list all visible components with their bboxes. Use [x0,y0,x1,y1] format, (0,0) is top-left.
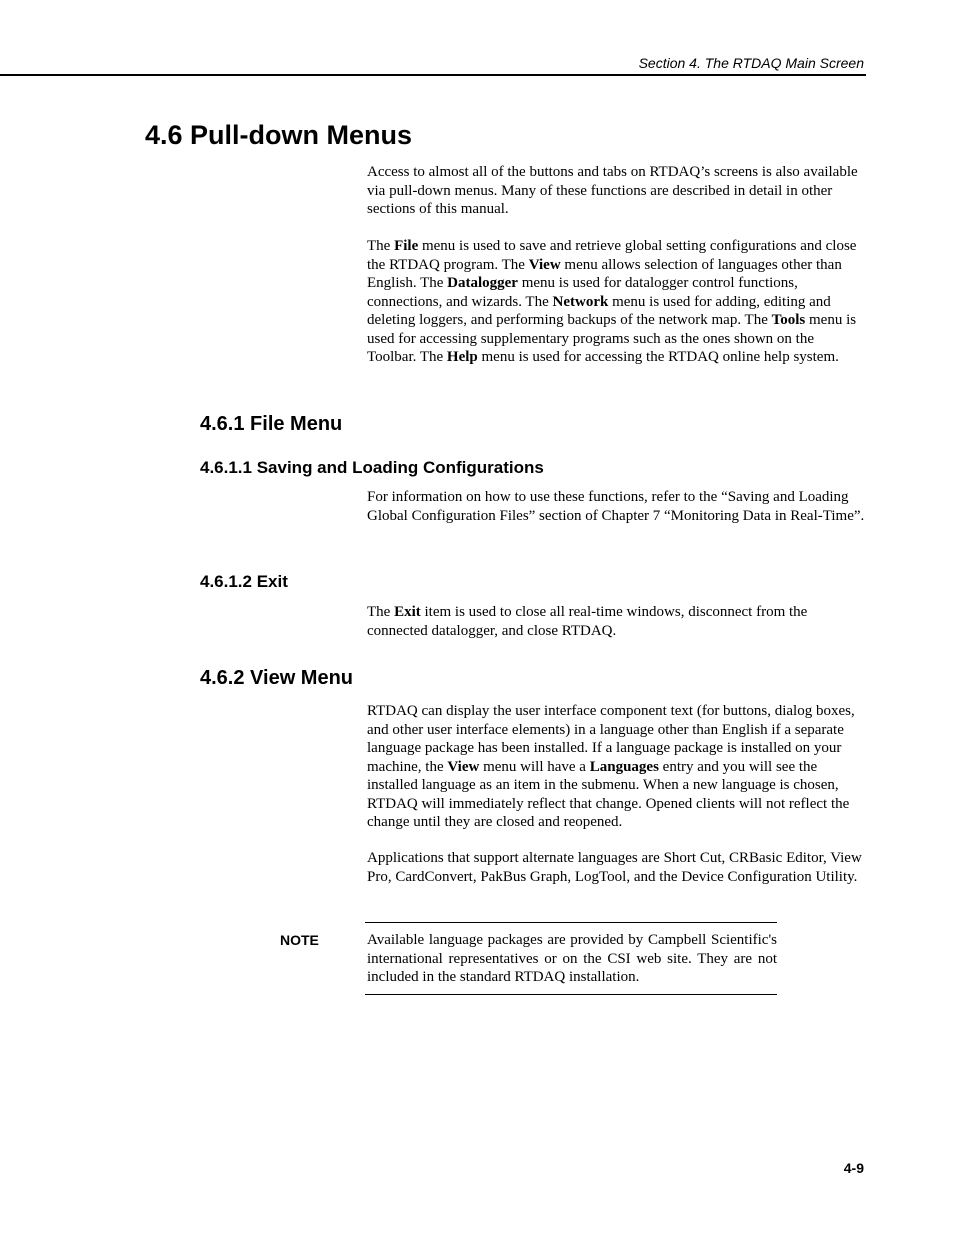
term-tools: Tools [771,312,806,328]
term-view: View [528,256,561,273]
view-menu-paragraph: RTDAQ can display the user interface component text (for buttons, dialog boxes, and other user interface elements) in a language other than English if a separate language package has been installed. If a language package is installed on your machine, the View menu will have a Languages entry and you will see the installed language as an item in the submenu. When a new language is chosen, RTDAQ will immediately reflect that change. Opened clients will not reflect the change until they are closed and reopened. [367,703,855,830]
note-label: NOTE [280,932,319,948]
term-datalogger: Datalogger [447,275,518,291]
intro-paragraph: Access to almost all of the buttons and tabs on RTDAQ’s screens is also available via pull-down menus. Many of these functions are described in detail in other sections of this manual. [367,164,858,217]
term-view-2: View [447,758,480,775]
page-number: 4-9 [843,1160,864,1176]
term-file: File [394,238,419,254]
section-heading-4-6-1-2: 4.6.1.2 Exit [200,572,288,591]
note-box [365,922,777,995]
term-network: Network [552,293,609,310]
configurations-paragraph: For information on how to use these functions, refer to the “Saving and Loading Global Configuration Files” section of Chapter 7 “Monitoring Data in Real-Time”. [367,489,865,524]
menus-overview-paragraph: The File menu is used to save and retrieve global setting configurations and close the RTDAQ program. The View menu allows selection of languages other than English. The Datalogger menu is used for datalogger control functions, connections, and wizards. The Network menu is used for adding, editing and deleting loggers, and performing backups of the network map. The Tools menu is used for accessing supplementary programs such as the ones shown on the Toolbar. The Help menu is used for accessing the RTDAQ online help system. [367,238,857,365]
section-heading-4-6-1: 4.6.1 File Menu [200,413,343,435]
running-header: Section 4. The RTDAQ Main Screen [638,55,864,71]
term-exit: Exit [394,604,421,620]
section-heading-4-6-1-1: 4.6.1.1 Saving and Loading Configurations [200,458,544,477]
section-heading-4-6: 4.6 Pull-down Menus [145,120,413,150]
alternate-languages-paragraph: Applications that support alternate languages are Short Cut, CRBasic Editor, View Pro, CardConvert, PakBus Graph, LogTool, and the Device Configuration Utility. [367,850,862,885]
exit-paragraph: The Exit item is used to close all real-time windows, disconnect from the connected datalogger, and close RTDAQ. [367,604,808,639]
note-text: Available language packages are provided by Campbell Scientific's international representatives or on the CSI web site. They are not included in the standard RTDAQ installation. [367,932,777,985]
term-help: Help [446,349,478,365]
header-rule [0,74,866,76]
section-heading-4-6-2: 4.6.2 View Menu [200,667,354,689]
term-languages: Languages [589,758,659,775]
